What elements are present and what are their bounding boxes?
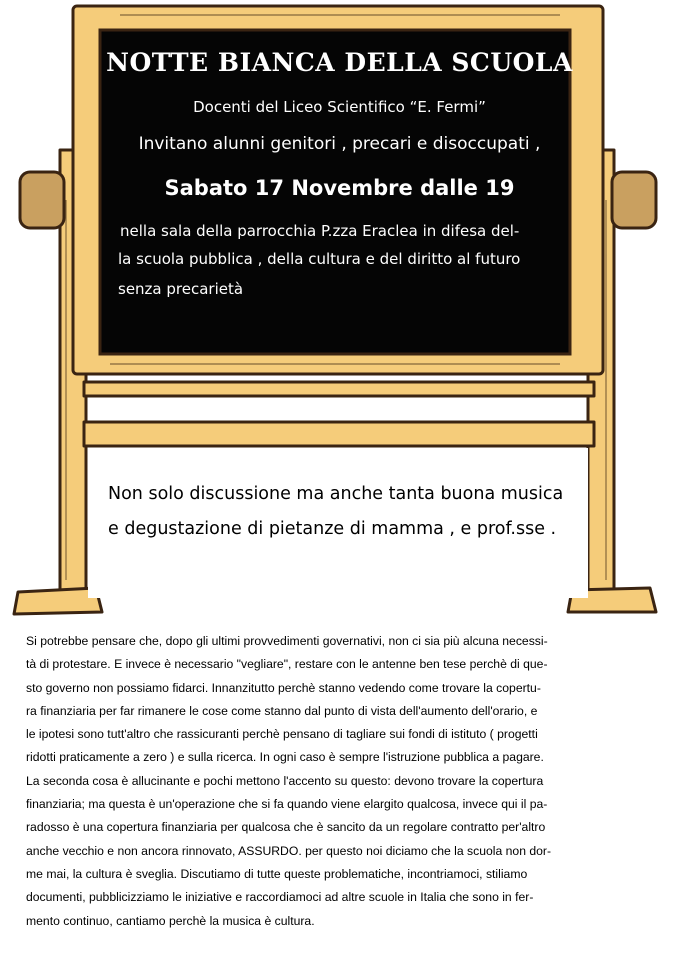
purpose-line-end: senza precarietà — [118, 280, 244, 298]
body-line: Si potrebbe pensare che, dopo gli ultimi provvedimenti governativi, non ci sia più alcuna necessi- — [26, 634, 548, 648]
invitation-line: Invitano alunni genitori , precari e disoccupati , — [138, 134, 541, 154]
body-line: sto governo non possiamo fidarci. Innanzitutto perchè stanno vedendo come trovare la copertu- — [26, 680, 541, 695]
body-line: finanziaria; ma questa è un'operazione che si fa quando viene elargito qualcosa, invece qui il pa- — [26, 797, 548, 812]
location-line: nella sala della parrocchia P.zza Eraclea in difesa del- — [120, 222, 520, 240]
body-line: radosso è una copertura finanziaria per qualcosa che è sancito da un regolare contratto per'altro — [26, 820, 546, 835]
event-date-line: Sabato 17 Novembre dalle 19 — [164, 176, 515, 200]
body-line: me mai, la cultura è sveglia. Discutiamo di tutte queste problematiche, incontriamoci, stiliamo — [26, 866, 528, 881]
easel-crossbar-upper — [84, 382, 594, 396]
event-title: NOTTE BIANCA DELLA SCUOLA — [106, 48, 573, 77]
music-note-line: Non solo discussione ma anche tanta buona musica — [108, 484, 564, 504]
body-line: tà di protestare. E invece è necessario "vegliare", restare con le antenne ben tese perchè di que- — [26, 657, 548, 672]
body-line: anche vecchio e non ancora rinnovato, ASSURDO. per questo noi diciamo che la scuola non dor- — [26, 843, 552, 858]
body-line: mento continuo, cantiamo perchè la musica è cultura. — [26, 913, 315, 928]
body-line: documenti, pubblicizziamo le iniziative e raccordiamoci ad altre scuole in Italia che sono in fer- — [26, 890, 534, 905]
organizer-line: Docenti del Liceo Scientifico “E. Fermi” — [193, 98, 486, 116]
body-line: le ipotesi sono tutt'altro che rassicuranti perchè pensano di tagliare sui fondi di istituto ( progetti — [26, 727, 538, 742]
body-paragraph — [26, 630, 654, 933]
food-note-line: e degustazione di pietanze di mamma , e prof.sse . — [108, 519, 557, 539]
easel-crossbar-lower — [84, 422, 594, 446]
body-line: La seconda cosa è allucinante e pochi mettono l'accento su questo: devono trovare la copertura — [26, 773, 544, 788]
purpose-line: la scuola pubblica , della cultura e del diritto al futuro — [118, 250, 521, 268]
body-line: ridotti praticamente a zero ) e sulla ricerca. In ogni caso è sempre l'istruzione pubblica a pagare. — [26, 750, 544, 765]
body-line: ra finanziaria per far rimanere le cose come stanno dal punto di vista dell'aumento dell'orario, e — [26, 703, 538, 718]
